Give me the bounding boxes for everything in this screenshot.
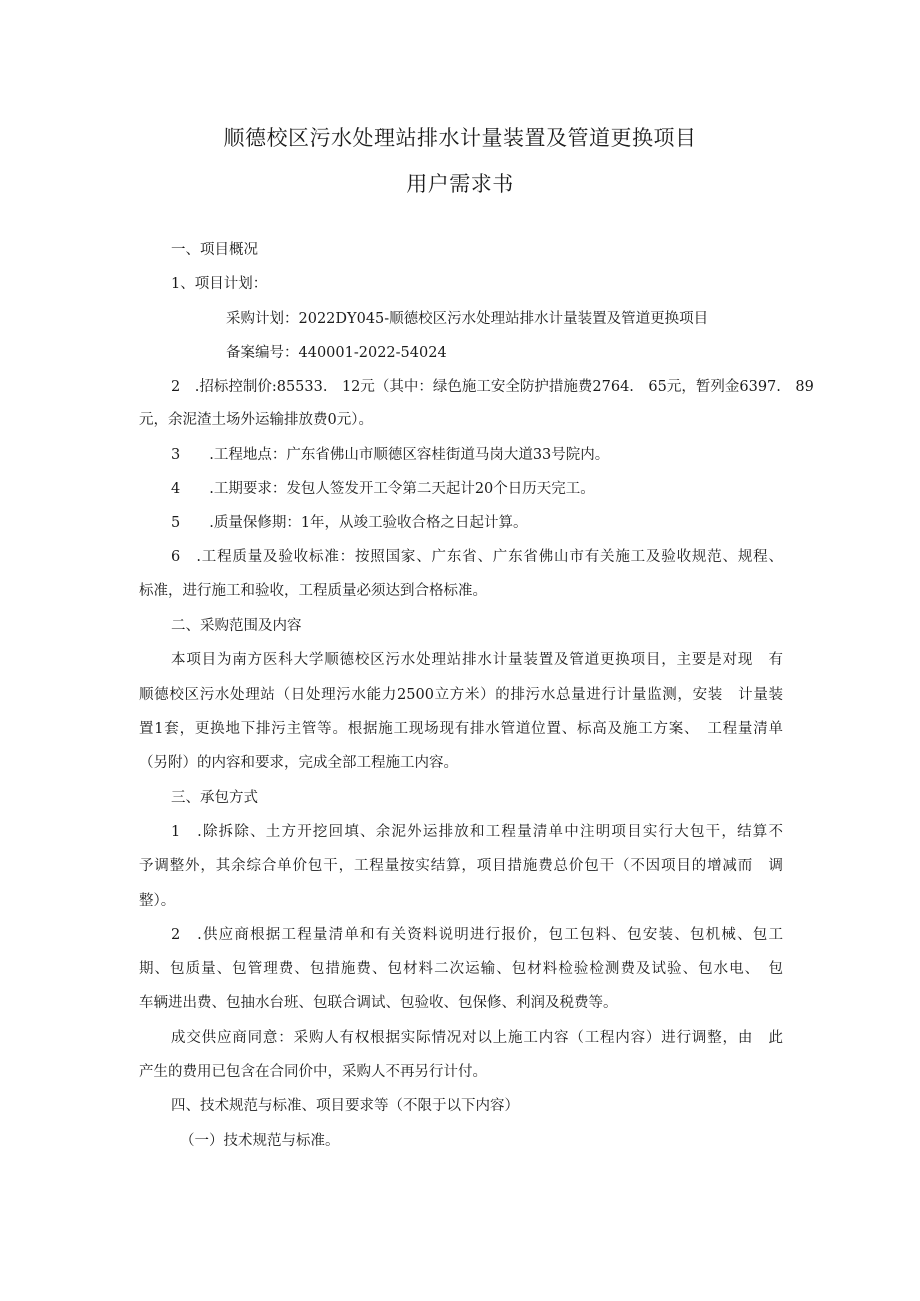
scope-paragraph-line2: 顺德校区污水处理站（日处理污水能力2500立方米）的排污水总量进行计量监测，安装 计量装: [139, 687, 783, 703]
item-project-plan-label: 1、项目计划：: [171, 276, 268, 292]
section-heading-overview: 一、项目概况: [171, 242, 258, 258]
contract-item1-line1: 1 .除拆除、土方开挖回填、余泥外运排放和工程量清单中注明项目实行大包干，结算不: [171, 824, 783, 840]
record-number: 备案编号：440001-2022-54024: [226, 345, 447, 361]
document-title: 顺德校区污水处理站排水计量装置及管道更换项目: [223, 126, 697, 150]
bid-control-price-line2: 元，余泥渣土场外运输排放费0元）。: [139, 412, 373, 428]
contract-item2-line3: 车辆进出费、包抽水台班、包联合调试、包验收、包保修、利润及税费等。: [139, 995, 618, 1011]
contract-item2-line1: 2 .供应商根据工程量清单和有关资料说明进行报价，包工包料、包安装、包机械、包工: [171, 927, 783, 943]
supplier-agreement-line1: 成交供应商同意：采购人有权根据实际情况对以上施工内容（工程内容）进行调整，由 此: [171, 1030, 783, 1046]
section-heading-contract: 三、承包方式: [171, 790, 258, 806]
contract-item1-line3: 整）。: [139, 893, 176, 909]
contract-item2-line2: 期、包质量、包管理费、包措施费、包材料二次运输、包材料检验检测费及试验、包水电、 包: [139, 961, 783, 977]
scope-paragraph-line4: （另附）的内容和要求，完成全部工程施工内容。: [139, 755, 458, 771]
technical-subheading: （一）技术规范与标准。: [180, 1133, 340, 1149]
quality-standard-line2: 标准，进行施工和验收，工程质量必须达到合格标准。: [139, 583, 487, 599]
procurement-plan: 采购计划：2022DY045-顺德校区污水处理站排水计量装置及管道更换项目: [226, 311, 709, 327]
supplier-agreement-line2: 产生的费用已包含在合同价中，采购人不再另行计付。: [139, 1064, 487, 1080]
section-heading-scope: 二、采购范围及内容: [171, 618, 302, 634]
document-subtitle: 用户需求书: [406, 172, 514, 196]
project-location: 3 .工程地点：广东省佛山市顺德区容桂街道马岗大道33号院内。: [171, 447, 610, 463]
quality-standard-line1: 6 .工程质量及验收标准：按照国家、广东省、广东省佛山市有关施工及验收规范、规程、: [171, 549, 783, 565]
section-heading-technical: 四、技术规范与标准、项目要求等（不限于以下内容）: [171, 1098, 519, 1114]
construction-period: 4 .工期要求：发包人签发开工令第二天起计20个日历天完工。: [171, 481, 595, 497]
contract-item1-line2: 予调整外，其余综合单价包干，工程量按实结算，项目措施费总价包干（不因项目的增减而 调: [139, 858, 783, 874]
warranty-period: 5 .质量保修期：1年，从竣工验收合格之日起计算。: [171, 515, 528, 531]
scope-paragraph-line3: 置1套，更换地下排污主管等。根据施工现场现有排水管道位置、标高及施工方案、 工程量清单: [139, 721, 783, 737]
bid-control-price-line1: 2 .招标控制价:85533. 12元（其中：绿色施工安全防护措施费2764. 65元，暂列金6397. 89: [171, 379, 814, 395]
scope-paragraph-line1: 本项目为南方医科大学顺德校区污水处理站排水计量装置及管道更换项目，主要是对现 有: [171, 652, 783, 668]
